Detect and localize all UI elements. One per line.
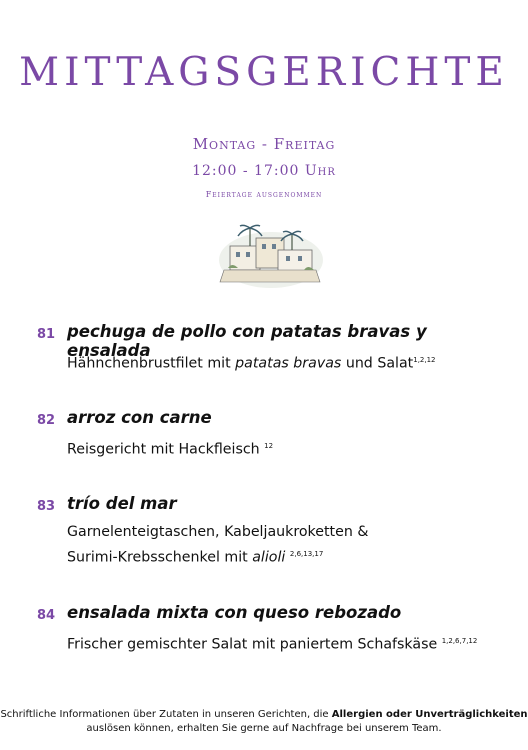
item-number: 81 — [37, 327, 56, 342]
allergen-codes: 1,2,6,7,12 — [441, 637, 478, 645]
item-number: 84 — [37, 608, 56, 623]
item-description: Garnelenteigtaschen, Kabeljaukroketten & Surimi-Krebsschenkel mit alioli $^{2,6,13,17}$ — [67, 524, 369, 566]
item-number: 83 — [37, 499, 56, 514]
allergen-codes: 12 — [264, 442, 274, 450]
item-name: trío del mar — [67, 494, 177, 513]
item-name: pechuga de pollo con patatas bravas y ensalada — [67, 322, 427, 360]
allergen-footer-note: Schriftliche Informationen über Zutaten in unseren Gerichten, die Allergien oder Unverträglichkeiten auslösen können, erhalten Sie gerne auf Nachfrage bei unserem Team. — [0, 709, 528, 734]
item-description: Frischer gemischter Salat mit paniertem Schafskäse $^{1,2,6,7,12}$ — [67, 636, 478, 653]
item-name: arroz con carne — [67, 408, 212, 427]
item-description: Reisgericht mit Hackfleisch $^{12}$ — [67, 441, 274, 458]
village-watercolor-illustration — [216, 220, 326, 292]
hours-label: 12:00 - 17:00 Uhr — [192, 163, 336, 179]
item-description: Hähnchenbrustfilet mit patatas bravas und Salat$^{1,2,12}$ — [67, 355, 436, 372]
days-label: Montag - Freitag — [192, 135, 336, 153]
allergen-codes: 1,2,12 — [413, 356, 436, 364]
holiday-note: Feiertage ausgenommen — [205, 190, 323, 199]
item-name: ensalada mixta con queso rebozado — [67, 603, 402, 622]
page-title: MITTAGSGERICHTE — [19, 50, 509, 95]
allergen-codes: 2,6,13,17 — [289, 550, 324, 558]
item-number: 82 — [37, 413, 56, 428]
